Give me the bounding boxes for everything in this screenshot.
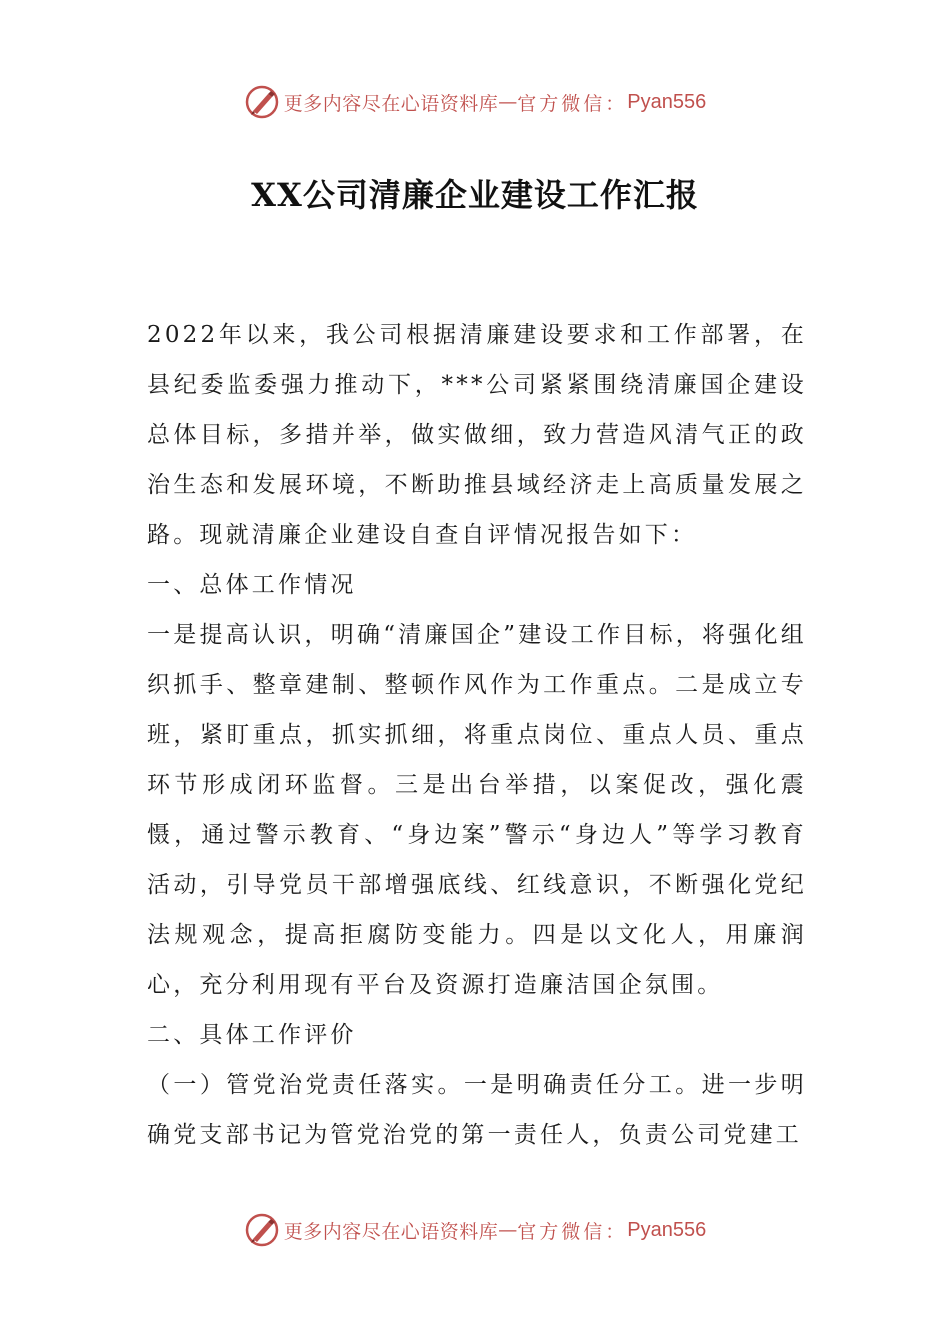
document-body (147, 310, 807, 1160)
banner-dash: — (498, 91, 518, 113)
banner-label: 官方微信： (517, 1220, 628, 1243)
document-title: XX公司清廉企业建设工作汇报 (251, 176, 699, 214)
intro-paragraph: 2022年以来，我公司根据清廉建设要求和工作部署，在县纪委监委强力推动下，***公司紧紧围绕清廉国企建设总体目标，多措并举，做实做细，致力营造风清气正的政治生态和发展环境，不断助推县域经济走上高质量发展之路。现就清廉企业建设自查自评情况报告如下： (147, 322, 807, 548)
pen-logo-icon (244, 1212, 280, 1248)
header-banner (0, 82, 950, 122)
section-paragraph: 一是提高认识，明确“清廉国企”建设工作目标，将强化组织抓手、整章建制、整顿作风作为工作重点。二是成立专班，紧盯重点，抓实抓细，将重点岗位、重点人员、重点环节形成闭环监督。三是出台举措，以案促改，强化震慑，通过警示教育、“身边案”警示“身边人”等学习教育活动，引导党员干部增强底线、红线意识，不断强化党纪法规观念，提高拒腐防变能力。四是以文化人，用廉润心，充分利用现有平台及资源打造廉洁国企氛围。 (147, 622, 807, 998)
banner-handle: Pyan556 (627, 1218, 707, 1241)
section-heading: 二、具体工作评价 (147, 1022, 357, 1048)
banner-handle: Pyan556 (627, 90, 707, 113)
footer-banner (0, 1210, 950, 1250)
pen-logo-icon (244, 84, 280, 120)
section-heading: 一、总体工作情况 (147, 572, 357, 598)
banner-brand: 更多内容尽在心语资料库 (283, 1220, 499, 1243)
section-paragraph: （一）管党治党责任落实。一是明确责任分工。进一步明确党支部书记为管党治党的第一责任人，负责公司党建工 (147, 1072, 807, 1148)
banner-dash: — (498, 1219, 518, 1241)
banner-brand: 更多内容尽在心语资料库 (283, 92, 499, 115)
banner-label: 官方微信： (517, 92, 628, 115)
